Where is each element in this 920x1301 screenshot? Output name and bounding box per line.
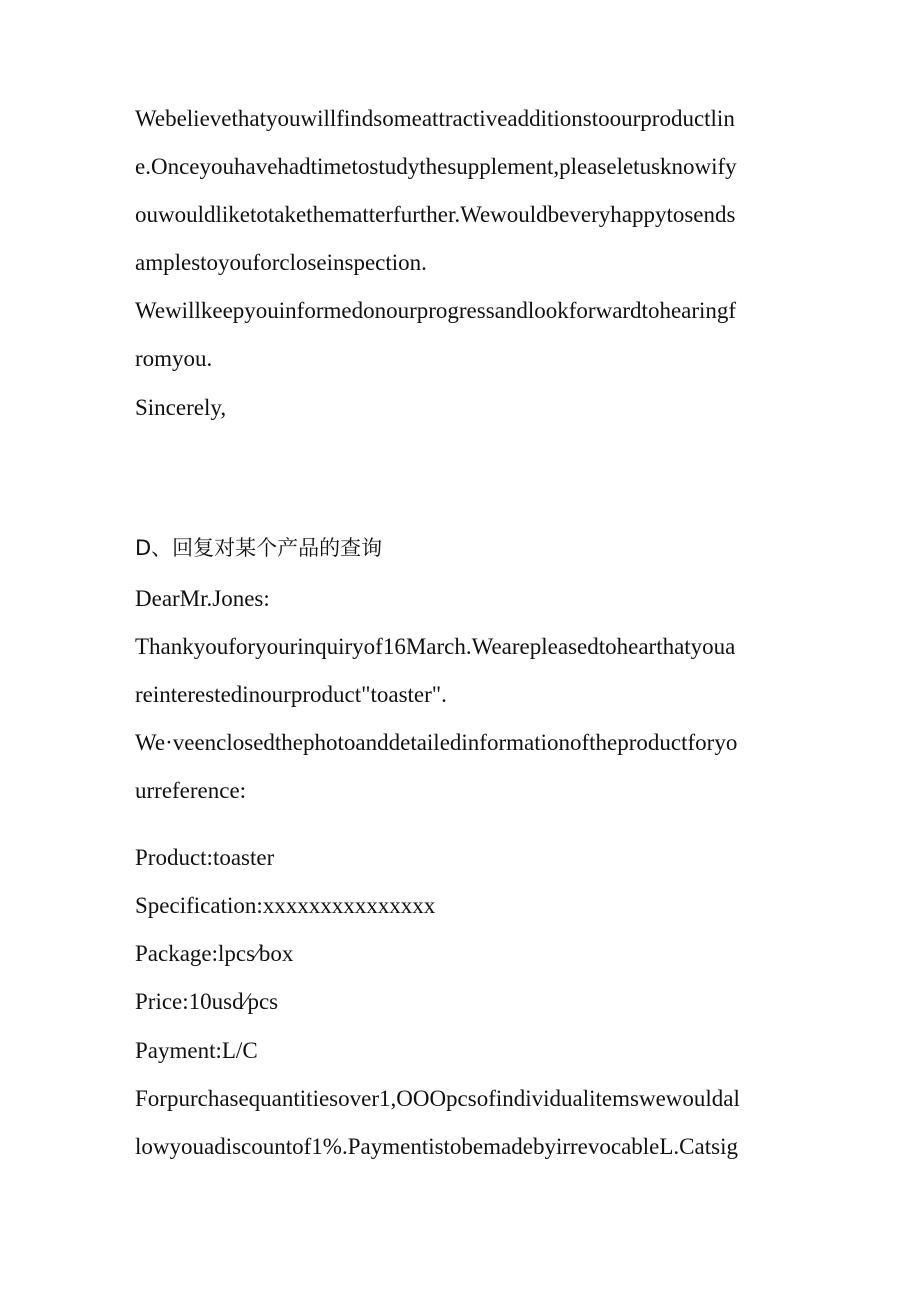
paragraph-3-line-2: reinterestedinourproduct"toaster". <box>135 682 447 707</box>
closing-text: Sincerely, <box>135 395 227 420</box>
paragraph-1-line-3: ouwouldliketotakethematterfurther.Wewouldbeveryhappytosends <box>135 202 736 227</box>
paragraph-3-line-1: Thankyouforyourinquiryof16March.Wearepleasedtohearthatyoua <box>135 634 736 659</box>
paragraph-2-line-1: Wewillkeepyouinformedonourprogressandlookforwardtohearingf <box>135 298 737 323</box>
paragraph-2-line-2: romyou. <box>135 346 213 371</box>
package-line: Package:lpcs⁄box <box>135 941 294 966</box>
paragraph-5-line-1: Forpurchasequantitiesover1,OOOpcsofindividualitemswewouldal <box>135 1086 740 1111</box>
paragraph-1-line-4: amplestoyouforcloseinspection. <box>135 250 427 275</box>
paragraph-5-line-2: lowyouadiscountof1%.PaymentistobemadebyirrevocableL.Catsig <box>135 1134 738 1159</box>
price-line: Price:10usd⁄pcs <box>135 989 279 1014</box>
paragraph-4-line-1: We·veenclosedthephotoanddetailedinformationoftheproductforyo <box>135 730 738 755</box>
section-heading: D、回复对某个产品的查询 <box>135 536 383 560</box>
paragraph-4-line-2: urreference: <box>135 778 247 803</box>
payment-line: Payment:L/C <box>135 1038 258 1063</box>
specification-line: Specification:xxxxxxxxxxxxxxx <box>135 893 436 918</box>
paragraph-1-line-2: e.Onceyouhavehadtimetostudythesupplement,pleaseletusknowify <box>135 154 737 179</box>
salutation: DearMr.Jones: <box>135 586 270 611</box>
paragraph-1-line-1: Webelievethatyouwillfindsomeattractiveadditionstoourproductlin <box>135 106 735 131</box>
product-line: Product:toaster <box>135 845 275 870</box>
